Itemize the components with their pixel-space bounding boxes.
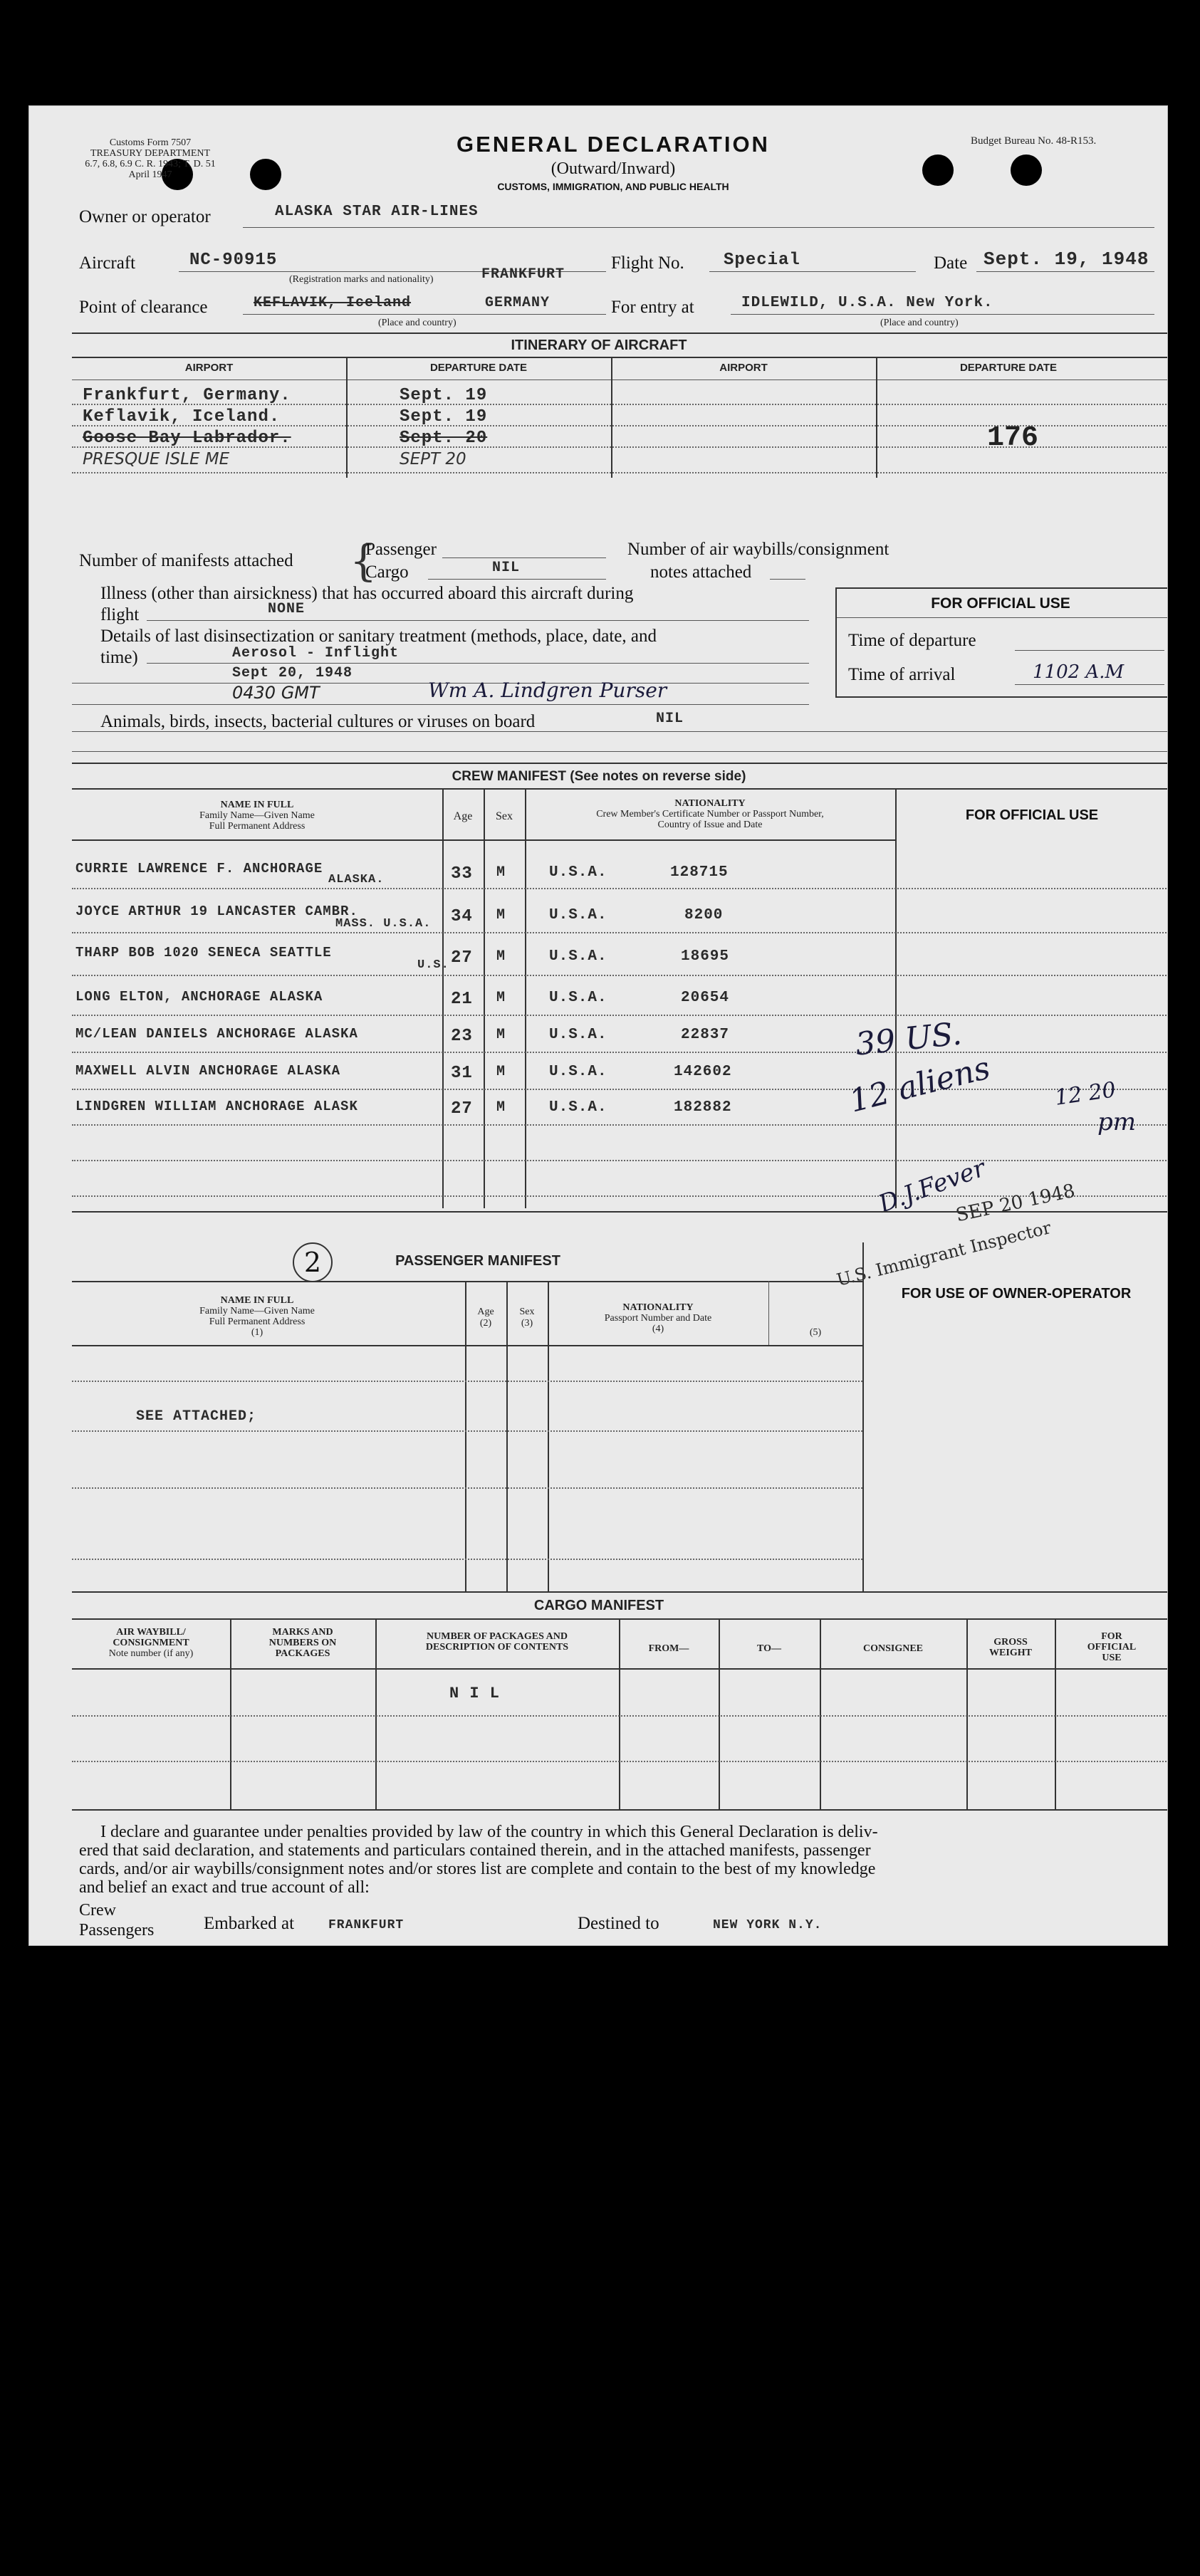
crew-div-official xyxy=(895,788,897,1208)
crew-col-name-3: Full Permanent Address xyxy=(209,821,306,832)
cargo-title: CARGO MANIFEST xyxy=(533,1598,664,1613)
pax-col-age-2: (2) xyxy=(479,1318,492,1329)
crew-name: MC/LEAN DANIELS ANCHORAGE ALASKA xyxy=(75,1026,358,1042)
cargo-div-5 xyxy=(820,1618,821,1811)
cargo-label: Cargo xyxy=(365,562,409,582)
animals-value: NIL xyxy=(656,711,684,727)
disinsect-rule-1 xyxy=(147,663,809,664)
cargo-col-official-2: OFFICIAL xyxy=(1087,1642,1137,1653)
aircraft-label: Aircraft xyxy=(79,253,136,273)
crew-col-nat-3: Country of Issue and Date xyxy=(657,820,763,830)
owner-label: Owner or operator xyxy=(79,207,211,226)
time-departure-label: Time of departure xyxy=(848,631,976,650)
handwritten-time: 12 20 xyxy=(1053,1077,1117,1111)
cargo-div-3 xyxy=(619,1618,620,1811)
cargo-col-weight xyxy=(966,1637,1055,1658)
form-number: Customs Form 7507 xyxy=(109,137,192,148)
pax-div-nat xyxy=(548,1281,549,1591)
form-dept: TREASURY DEPARTMENT xyxy=(90,148,211,159)
general-declaration-document xyxy=(28,105,1168,1946)
punch-hole-right-1 xyxy=(922,155,954,186)
flight-no-value: Special xyxy=(724,251,800,270)
illness-value: NONE xyxy=(268,601,306,617)
crew-age: 27 xyxy=(451,1099,473,1119)
cargo-col-marks-2: NUMBERS ON xyxy=(268,1638,337,1648)
crew-nationality: U.S.A. xyxy=(549,1064,607,1080)
crew-cert-number: 182882 xyxy=(674,1099,732,1116)
pax-col-nat-3: (4) xyxy=(652,1324,664,1334)
notes-attached-label: notes attached xyxy=(650,562,752,582)
registration-note: (Registration marks and nationality) xyxy=(289,274,434,285)
entry-line xyxy=(731,314,1154,315)
time-departure-line xyxy=(1015,650,1164,651)
pax-div-age xyxy=(465,1281,466,1591)
crew-address: MASS. U.S.A. xyxy=(335,917,432,931)
crew-sex: M xyxy=(496,907,506,923)
crew-nationality: U.S.A. xyxy=(549,948,607,965)
disinsect-signature: Wm A. Lindgren Purser xyxy=(428,679,667,702)
passenger-title: PASSENGER MANIFEST xyxy=(395,1253,560,1269)
punch-hole-left-2 xyxy=(250,159,281,190)
crew-row-line xyxy=(72,1089,1168,1090)
crew-name: LONG ELTON, ANCHORAGE ALASKA xyxy=(75,989,323,1005)
crew-title: CREW MANIFEST (See notes on reverse side) xyxy=(452,769,746,784)
itin-divider-1 xyxy=(346,357,348,478)
itin-col-departure: DEPARTURE DATE xyxy=(429,362,528,374)
budget-bureau-number: Budget Bureau No. 48-R153. xyxy=(971,135,1097,147)
itin-row-3-airport: Goose Bay Labrador. xyxy=(83,429,291,448)
disinsect-label-1: Details of last disinsectization or sanitary treatment (methods, place, date, and xyxy=(100,627,657,646)
pax-col-sex xyxy=(506,1307,548,1329)
itin-right-number: 176 xyxy=(987,422,1039,454)
cargo-nil: N I L xyxy=(449,1685,501,1702)
crew-row-line xyxy=(72,1052,1168,1053)
crew-row-line xyxy=(72,932,1168,933)
passenger-circle-number: 2 xyxy=(293,1242,333,1282)
crew-col-name xyxy=(72,800,442,832)
crew-row-line xyxy=(72,1160,1168,1161)
crew-col-age: Age xyxy=(453,810,473,822)
itin-row-4-line xyxy=(72,472,1168,473)
itin-col-departure-2: DEPARTURE DATE xyxy=(959,362,1058,374)
cargo-col-waybill xyxy=(72,1627,230,1659)
document-subtitle-2: CUSTOMS, IMMIGRATION, AND PUBLIC HEALTH xyxy=(497,181,729,192)
crew-sex: M xyxy=(496,1027,506,1043)
decl-passengers: Passengers xyxy=(79,1921,155,1939)
itin-row-1-date: Sept. 19 xyxy=(400,386,488,405)
itinerary-top-line xyxy=(72,333,1168,334)
cargo-col-official xyxy=(1055,1631,1168,1663)
document-title: GENERAL DECLARATION xyxy=(456,132,770,157)
owner-value: ALASKA STAR AIR-LINES xyxy=(275,204,479,220)
itin-row-1-line xyxy=(72,404,1168,405)
cargo-col-to: TO— xyxy=(757,1643,781,1654)
handwritten-time-pm: pm xyxy=(1097,1108,1137,1136)
crew-nationality: U.S.A. xyxy=(549,1099,607,1116)
date-line xyxy=(976,271,1154,272)
pax-col-owner: FOR USE OF OWNER-OPERATOR xyxy=(901,1286,1132,1302)
crew-address: U.S. xyxy=(417,958,449,972)
form-date: April 1947 xyxy=(128,169,172,180)
animals-line-2 xyxy=(72,751,1168,752)
crew-row-line xyxy=(72,888,1168,889)
waybills-label: Number of air waybills/consignment xyxy=(627,540,889,559)
itin-row-2-date: Sept. 19 xyxy=(400,407,488,426)
crew-age: 21 xyxy=(451,990,473,1009)
itin-divider-3 xyxy=(876,357,877,478)
cargo-row-line xyxy=(72,1715,1168,1717)
decl-destined: Destined to xyxy=(578,1914,659,1933)
cargo-row-line xyxy=(72,1761,1168,1762)
decl-embarked-val-1: FRANKFURT xyxy=(328,1918,405,1932)
cargo-col-packages-2: DESCRIPTION OF CONTENTS xyxy=(425,1642,569,1653)
form-number-block xyxy=(79,137,221,180)
notes-attached-line xyxy=(770,579,805,580)
decl-crew: Crew xyxy=(79,1901,116,1920)
handwritten-inspector-sig: D.J.Fever xyxy=(875,1153,989,1219)
punch-hole-right-2 xyxy=(1011,155,1042,186)
date-label: Date xyxy=(934,253,968,273)
manifests-attached-label: Number of manifests attached xyxy=(79,551,293,570)
crew-div-nat xyxy=(525,788,526,1208)
pax-col-sex-1: Sex xyxy=(519,1307,535,1317)
crew-cert-number: 8200 xyxy=(684,907,724,923)
crew-name: THARP BOB 1020 SENECA SEATTLE xyxy=(75,945,332,960)
pax-col-age-1: Age xyxy=(477,1307,494,1317)
crew-nationality: U.S.A. xyxy=(549,864,607,881)
cargo-div-4 xyxy=(719,1618,720,1811)
cargo-div-2 xyxy=(375,1618,377,1811)
date-value: Sept. 19, 1948 xyxy=(984,248,1149,270)
passenger-header-top xyxy=(72,1281,862,1282)
crew-div-age xyxy=(442,788,444,1208)
crew-age: 27 xyxy=(451,948,473,968)
cargo-col-packages xyxy=(375,1631,619,1653)
flight-no-line xyxy=(709,271,916,272)
crew-name: CURRIE LAWRENCE F. ANCHORAGE xyxy=(75,861,323,876)
cargo-col-marks xyxy=(230,1627,375,1659)
cargo-col-official-3: USE xyxy=(1102,1653,1122,1663)
manifests-brace: { xyxy=(350,536,377,586)
declaration-line-4: and belief an exact and true account of all: xyxy=(79,1878,370,1897)
crew-age: 33 xyxy=(451,864,473,884)
passenger-line xyxy=(442,557,606,558)
pax-div-sex xyxy=(506,1281,508,1591)
crew-top-line xyxy=(72,763,1168,764)
aircraft-value: NC-90915 xyxy=(189,251,278,270)
illness-line xyxy=(147,620,809,621)
crew-header-top xyxy=(72,788,1168,790)
entry-label: For entry at xyxy=(611,298,694,317)
declaration-line-1: I declare and guarantee under penalties provided by law of the country in which this General Declaration is deliv- xyxy=(100,1823,878,1841)
crew-sex: M xyxy=(496,1064,506,1080)
crew-col-name-2: Family Name—Given Name xyxy=(199,810,315,821)
itin-col-airport-2: AIRPORT xyxy=(719,362,768,374)
cargo-col-packages-1: NUMBER OF PACKAGES AND xyxy=(427,1631,568,1642)
itinerary-header-line xyxy=(72,357,1168,358)
cargo-value: NIL xyxy=(492,560,521,576)
pax-col-sex-2: (3) xyxy=(521,1318,533,1329)
cargo-col-official-1: FOR xyxy=(1101,1631,1122,1642)
cargo-top-line xyxy=(72,1591,1168,1593)
cargo-col-from: FROM— xyxy=(648,1643,689,1654)
disinsect-rule-3 xyxy=(72,704,809,705)
crew-col-nat xyxy=(525,798,895,830)
pax-col-name-3: Full Permanent Address xyxy=(209,1316,306,1327)
itinerary-title: ITINERARY OF AIRCRAFT xyxy=(511,337,687,353)
disinsect-line-2: Sept 20, 1948 xyxy=(232,665,353,681)
pax-col-nat xyxy=(548,1302,768,1334)
crew-nationality: U.S.A. xyxy=(549,990,607,1006)
crew-nationality: U.S.A. xyxy=(549,907,607,923)
crew-sex: M xyxy=(496,864,506,881)
crew-cert-number: 18695 xyxy=(681,948,730,965)
itin-col-airport: AIRPORT xyxy=(184,362,234,374)
cargo-col-marks-3: PACKAGES xyxy=(275,1648,330,1659)
decl-embarked: Embarked at xyxy=(204,1914,295,1933)
stamp-inspector: U.S. Immigrant Inspector xyxy=(835,1218,1053,1290)
cargo-col-weight-1: GROSS xyxy=(993,1637,1028,1648)
itin-divider-2 xyxy=(611,357,612,478)
pax-row-line xyxy=(72,1559,862,1560)
decl-destined-val: NEW YORK N.Y. xyxy=(713,1918,823,1932)
itin-row-4-airport: PRESQUE ISLE ME xyxy=(83,450,230,468)
stamp-date: SEP 20 1948 xyxy=(954,1180,1078,1227)
point-clearance-country: GERMANY xyxy=(485,295,551,311)
pax-col-5: (5) xyxy=(809,1327,822,1338)
owner-line xyxy=(243,227,1154,228)
crew-div-sex xyxy=(484,788,485,1208)
cargo-col-weight-2: WEIGHT xyxy=(989,1648,1032,1658)
crew-row-line xyxy=(72,1124,1168,1126)
itin-row-3-date: Sept. 20 xyxy=(400,429,488,448)
itin-col-header-line xyxy=(72,379,1168,380)
official-use-title-line xyxy=(837,617,1168,618)
crew-row-line xyxy=(72,975,1168,976)
point-clearance-value: KEFLAVIK, Iceland xyxy=(254,295,412,311)
cargo-div-1 xyxy=(230,1618,231,1811)
cargo-col-consignee: CONSIGNEE xyxy=(862,1643,924,1654)
crew-name: MAXWELL ALVIN ANCHORAGE ALASKA xyxy=(75,1063,341,1079)
pax-col-name-4: (1) xyxy=(251,1327,264,1338)
entry-value: IDLEWILD, U.S.A. New York. xyxy=(741,295,993,311)
crew-cert-number: 128715 xyxy=(670,864,729,881)
pax-col-name xyxy=(72,1295,442,1338)
place-country-note-1: (Place and country) xyxy=(378,318,456,328)
crew-age: 23 xyxy=(451,1027,473,1046)
flight-no-label: Flight No. xyxy=(611,253,684,273)
crew-col-nat-2: Crew Member's Certificate Number or Passport Number, xyxy=(596,809,824,820)
illness-label-2: flight xyxy=(100,605,140,624)
handwritten-aliens-count: 12 aliens xyxy=(845,1049,994,1120)
pax-col-nat-2: Passport Number and Date xyxy=(604,1313,712,1324)
passenger-top-line xyxy=(72,1211,1168,1213)
illness-label-1: Illness (other than airsickness) that has occurred aboard this aircraft during xyxy=(100,584,634,603)
passenger-label: Passenger xyxy=(365,540,437,559)
pax-row-line xyxy=(72,1430,862,1432)
crew-age: 31 xyxy=(451,1064,473,1083)
official-use-box xyxy=(835,587,1168,698)
pax-div-owner xyxy=(862,1242,864,1591)
disinsect-line-1: Aerosol - Inflight xyxy=(232,645,400,661)
cargo-line xyxy=(428,579,606,580)
pax-col-name-1: NAME IN FULL xyxy=(220,1295,294,1306)
crew-col-nat-1: NATIONALITY xyxy=(674,798,746,809)
pax-col-age xyxy=(465,1307,506,1329)
crew-row-line xyxy=(72,1015,1168,1016)
place-country-note-2: (Place and country) xyxy=(880,318,959,328)
crew-col-official: FOR OFFICIAL USE xyxy=(965,807,1099,823)
crew-address: ALASKA. xyxy=(328,873,385,886)
declaration-line-3: cards, and/or air waybills/consignment notes and/or stores list are complete and contain to the best of my knowledge xyxy=(79,1860,876,1878)
point-clearance-label: Point of clearance xyxy=(79,298,208,317)
pax-row-line xyxy=(72,1381,862,1382)
crew-col-sex: Sex xyxy=(496,810,513,822)
crew-cert-number: 142602 xyxy=(674,1064,732,1080)
form-reg: 6.7, 6.8, 6.9 C. R. 1943; T. D. 51 xyxy=(85,159,216,169)
crew-sex: M xyxy=(496,990,506,1006)
crew-col-name-1: NAME IN FULL xyxy=(220,800,294,810)
cargo-col-waybill-1: AIR WAYBILL/ xyxy=(116,1627,186,1638)
crew-sex: M xyxy=(496,1099,506,1116)
crew-cert-number: 20654 xyxy=(681,990,730,1006)
itin-row-1-airport: Frankfurt, Germany. xyxy=(83,386,291,405)
cargo-col-waybill-2: CONSIGNMENT xyxy=(113,1638,189,1648)
aircraft-extra-value: FRANKFURT xyxy=(481,266,565,283)
disinsect-line-3: 0430 GMT xyxy=(232,683,320,703)
cargo-div-7 xyxy=(1055,1618,1056,1811)
passenger-header-bottom xyxy=(72,1345,862,1346)
pax-col-nat-1: NATIONALITY xyxy=(622,1302,694,1313)
crew-name: LINDGREN WILLIAM ANCHORAGE ALASK xyxy=(75,1099,358,1114)
itin-row-4-date: SEPT 20 xyxy=(400,450,466,468)
crew-nationality: U.S.A. xyxy=(549,1027,607,1043)
time-arrival-value: 1102 A.M xyxy=(1033,661,1125,683)
point-clearance-line xyxy=(243,314,606,315)
pax-div-5 xyxy=(768,1281,769,1345)
animals-label: Animals, birds, insects, bacterial cultures or viruses on board xyxy=(100,712,536,731)
official-use-title: FOR OFFICIAL USE xyxy=(931,595,1070,612)
cargo-col-marks-1: MARKS AND xyxy=(272,1627,333,1638)
itin-row-3-line xyxy=(72,446,1168,448)
disinsect-label-2: time) xyxy=(100,648,138,667)
crew-name: JOYCE ARTHUR 19 LANCASTER CAMBR. xyxy=(75,904,358,919)
time-arrival-line xyxy=(1015,684,1164,685)
declaration-line-2: ered that said declaration, and statements and particulars contained therein, and in the attached manifests, passenger xyxy=(79,1841,871,1860)
cargo-col-waybill-3: Note number (if any) xyxy=(108,1648,194,1659)
see-attached: SEE ATTACHED; xyxy=(136,1408,257,1425)
crew-sex: M xyxy=(496,948,506,965)
pax-row-line xyxy=(72,1487,862,1489)
time-arrival-label: Time of arrival xyxy=(848,665,956,684)
document-subtitle: (Outward/Inward) xyxy=(551,159,676,178)
animals-line xyxy=(72,731,1168,732)
cargo-bottom-line xyxy=(72,1809,1168,1811)
crew-age: 34 xyxy=(451,907,473,926)
cargo-div-6 xyxy=(966,1618,968,1811)
handwritten-us-count: 39 US. xyxy=(853,1015,964,1063)
crew-cert-number: 22837 xyxy=(681,1027,730,1043)
itin-row-2-airport: Keflavik, Iceland. xyxy=(83,407,281,426)
pax-col-name-2: Family Name—Given Name xyxy=(199,1306,315,1316)
